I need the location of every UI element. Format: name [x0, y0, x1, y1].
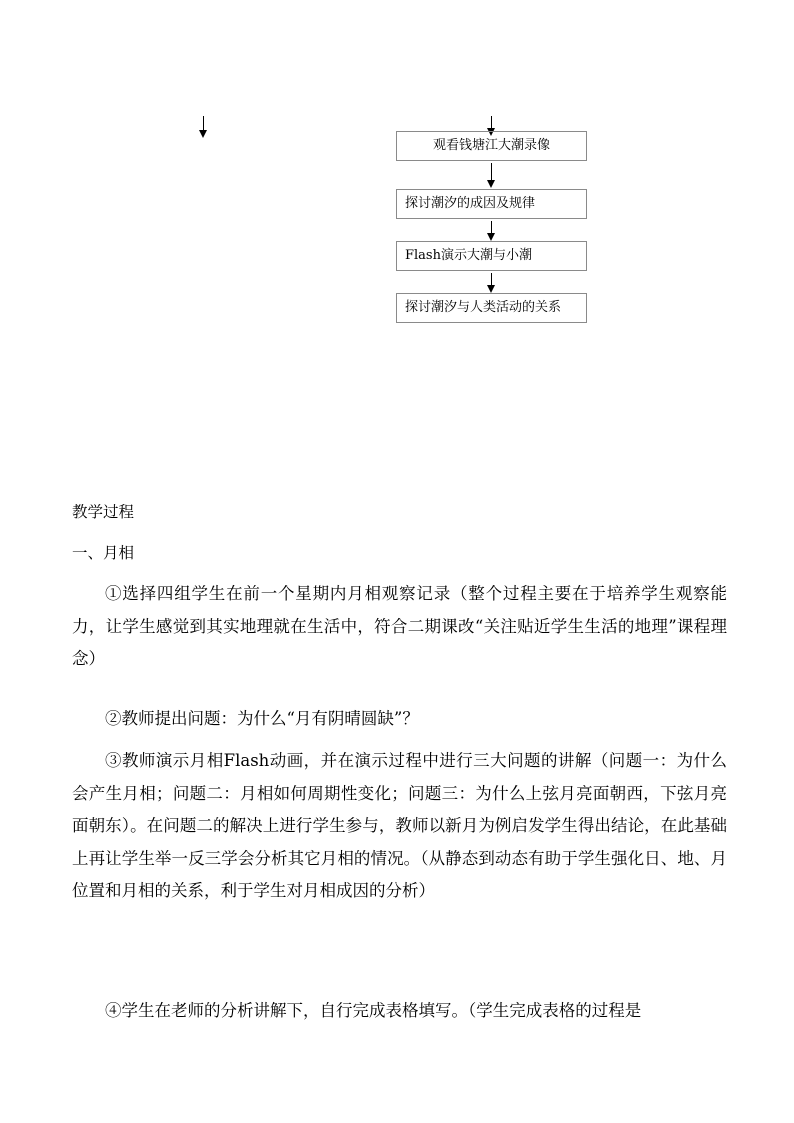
section-heading: 教学过程: [72, 503, 135, 521]
flow-arrow-3: [486, 273, 498, 293]
paragraph-4: ④学生在老师的分析讲解下，自行完成表格填写。（学生完成表格的过程是: [105, 1001, 642, 1020]
flow-arrow-1: [486, 163, 498, 188]
flow-box-tide-human: 探讨潮汐与人类活动的关系: [396, 293, 587, 323]
flow-arrow-2: [486, 221, 498, 241]
flow-arrow-left: [198, 116, 210, 138]
paragraph-2: ②教师提出问题：为什么“月有阴晴圆缺”？: [105, 709, 419, 728]
flow-box-tide-causes: 探讨潮汐的成因及规律: [396, 189, 587, 219]
flow-box-flash-demo: Flash演示大潮与小潮: [396, 241, 587, 271]
paragraph-3: ③教师演示月相Flash动画，并在演示过程中进行三大问题的讲解（问题一：为什么会产生月相；问题二：月相如何周期性变化；问题三：为什么上弦月亮面朝西，下弦月亮面朝东）。在问题二的解决上进行学生参与，教师以新月为例启发学生得出结论，在此基础上再让学生举一反三学会分析其它月相的情况。（从静态到动态有助于学生强化日、地、月位置和月相的关系，利于学生对月相成因的分析）: [72, 751, 727, 900]
flow-box-video: 观看钱塘江大潮录像: [396, 131, 587, 161]
section-subheading: 一、月相: [72, 544, 135, 562]
paragraph-1: ①选择四组学生在前一个星期内月相观察记录（整个过程主要在于培养学生观察能力，让学生感觉到其实地理就在生活中，符合二期课改“关注贴近学生生活的地理”课程理念）: [72, 584, 727, 668]
